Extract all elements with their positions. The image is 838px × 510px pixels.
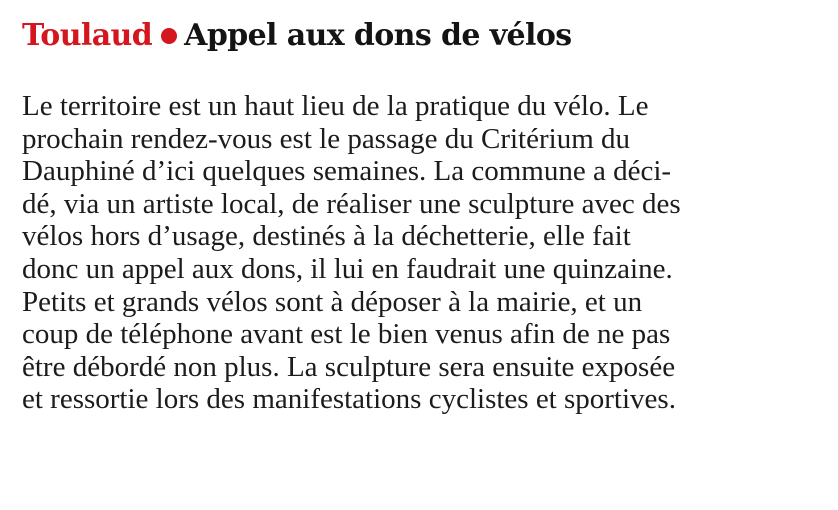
headline-title: Appel aux dons de vélos <box>184 18 572 53</box>
body-line: et ressortie lors des manifestations cyclistes et sportives. <box>22 383 676 416</box>
article-headline <box>22 0 822 60</box>
bullet-dot-icon <box>161 28 177 44</box>
body-line: vélos hors d’usage, destinés à la déchetterie, elle fait <box>22 220 631 253</box>
body-line: donc un appel aux dons, il lui en faudrait une quinzaine. <box>22 252 673 285</box>
article-body <box>22 90 822 416</box>
body-line: prochain rendez-vous est le passage du Critérium du <box>22 122 631 155</box>
body-line: Petits et grands vélos sont à déposer à la mairie, et un <box>22 285 643 318</box>
headline-place: Toulaud <box>22 18 153 53</box>
news-article <box>22 0 822 416</box>
body-line: coup de téléphone avant est le bien venus afin de ne pas <box>22 318 671 351</box>
body-line: Dauphiné d’ici quelques semaines. La commune a déci- <box>22 155 672 188</box>
body-line: dé, via un artiste local, de réaliser une sculpture avec des <box>22 187 681 220</box>
body-line: être débordé non plus. La sculpture sera ensuite exposée <box>22 350 676 383</box>
body-line: Le territoire est un haut lieu de la pratique du vélo. Le <box>22 90 649 122</box>
